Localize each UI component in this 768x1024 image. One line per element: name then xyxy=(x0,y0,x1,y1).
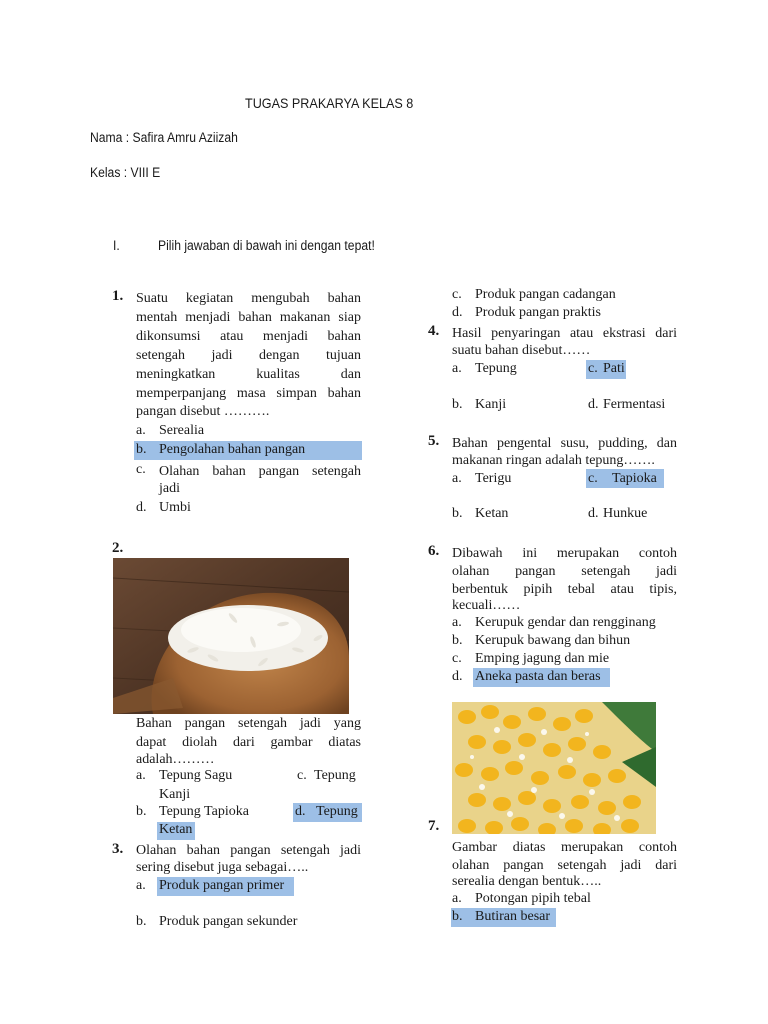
option-letter: b. xyxy=(452,909,463,924)
option-letter: c. xyxy=(452,287,462,302)
corn-image xyxy=(452,702,656,834)
option-text-selected: Ketan xyxy=(159,822,193,837)
student-name: Nama : Safira Amru Aziizah xyxy=(90,130,238,145)
question-line: Gambar diatas merupakan contoh xyxy=(452,840,677,855)
question-line: sering disebut juga sebagai….. xyxy=(136,860,309,875)
student-class: Kelas : VIII E xyxy=(90,165,161,180)
option-text: Potongan pipih tebal xyxy=(475,891,591,906)
option-letter: a. xyxy=(452,471,462,486)
option-letter: a. xyxy=(136,878,146,893)
option-letter: a. xyxy=(136,768,146,783)
option-text: Tepung xyxy=(475,361,517,376)
option-letter: a. xyxy=(136,423,146,438)
option-text: Serealia xyxy=(159,423,205,438)
option-letter: b. xyxy=(136,804,147,819)
option-text-selected: Butiran besar xyxy=(475,909,551,924)
section-number: I. xyxy=(113,238,120,253)
question-line: suatu bahan disebut…… xyxy=(452,343,591,358)
question-line: Bahan pangan setengah jadi yang xyxy=(136,716,361,731)
question-line: Hasil penyaringan atau ekstrasi dari xyxy=(452,326,677,341)
option-letter: b. xyxy=(136,442,147,457)
option-text-selected: Produk pangan primer xyxy=(159,878,285,893)
page-title: TUGAS PRAKARYA KELAS 8 xyxy=(245,95,414,111)
option-text-selected: Tapioka xyxy=(612,471,657,486)
option-text: jadi xyxy=(159,481,180,496)
question-line: Olahan bahan pangan setengah jadi xyxy=(136,843,361,858)
option-letter: a. xyxy=(452,615,462,630)
option-letter: d. xyxy=(452,669,463,684)
option-text: Kerupuk bawang dan bihun xyxy=(475,633,631,648)
option-letter: c. xyxy=(452,651,462,666)
option-text: Umbi xyxy=(159,500,191,515)
option-letter: d. xyxy=(588,397,599,412)
option-letter: b. xyxy=(136,914,147,929)
option-letter: d. xyxy=(452,305,463,320)
question-number-6: 6. xyxy=(428,543,440,559)
question-number-1: 1. xyxy=(112,288,124,304)
option-letter: c. xyxy=(588,361,598,376)
question-line: serealia dengan bentuk….. xyxy=(452,874,602,889)
question-number-2: 2. xyxy=(112,540,124,556)
option-text: Emping jagung dan mie xyxy=(475,651,610,666)
option-letter: c. xyxy=(588,471,598,486)
option-text: Tepung xyxy=(314,768,356,783)
option-letter: c. xyxy=(136,462,146,477)
option-text-selected: Tepung xyxy=(316,804,358,819)
option-letter: d. xyxy=(588,506,599,521)
option-letter: b. xyxy=(452,506,463,521)
question-line: dikonsumsi atau menjadi bahan xyxy=(136,329,361,344)
option-text-selected: Pengolahan bahan pangan xyxy=(159,442,306,457)
rice-image xyxy=(113,558,349,714)
option-letter: c. xyxy=(297,768,307,783)
question-number-4: 4. xyxy=(428,323,440,339)
question-line: memperpanjang masa simpan bahan xyxy=(136,386,361,401)
option-letter: b. xyxy=(452,633,463,648)
option-text: Tepung Tapioka xyxy=(159,804,249,819)
option-letter: a. xyxy=(452,891,462,906)
option-text: Kerupuk gendar dan rengginang xyxy=(475,615,656,630)
question-line: kecuali…… xyxy=(452,598,521,613)
option-letter: d. xyxy=(136,500,147,515)
question-line: Bahan pengental susu, pudding, dan xyxy=(452,436,677,451)
option-letter: a. xyxy=(452,361,462,376)
option-text: Produk pangan sekunder xyxy=(159,914,298,929)
option-letter: b. xyxy=(452,397,463,412)
question-line: dapat diolah dari gambar diatas xyxy=(136,735,361,750)
question-line: olahan pangan setengah jadi xyxy=(452,564,677,579)
rice-photo xyxy=(113,558,349,714)
question-line: makanan ringan adalah tepung……. xyxy=(452,453,655,468)
corn-photo xyxy=(452,702,656,834)
question-line: mentah menjadi bahan makanan siap xyxy=(136,310,361,325)
question-number-5: 5. xyxy=(428,433,440,449)
option-text: Tepung Sagu xyxy=(159,768,233,783)
option-text: Kanji xyxy=(159,787,191,802)
section-instruction: Pilih jawaban di bawah ini dengan tepat! xyxy=(158,238,375,253)
option-text-selected: Pati xyxy=(603,361,625,376)
option-text: Kanji xyxy=(475,397,507,412)
option-text: Olahan bahan pangan setengah xyxy=(159,464,361,479)
option-text-selected: Aneka pasta dan beras xyxy=(475,669,601,684)
question-line: adalah……… xyxy=(136,752,215,767)
question-line: pangan disebut ………. xyxy=(136,404,270,419)
option-text: Produk pangan praktis xyxy=(475,305,601,320)
option-text: Hunkue xyxy=(603,506,648,521)
question-line: meningkatkan kualitas dan xyxy=(136,367,361,382)
option-text: Produk pangan cadangan xyxy=(475,287,616,302)
question-line: berbentuk pipih tebal atau tipis, xyxy=(452,582,677,597)
question-line: Dibawah ini merupakan contoh xyxy=(452,546,677,561)
question-number-7: 7. xyxy=(428,818,440,834)
option-letter: d. xyxy=(295,804,306,819)
question-number-3: 3. xyxy=(112,841,124,857)
question-line: Suatu kegiatan mengubah bahan xyxy=(136,291,361,306)
option-text: Fermentasi xyxy=(603,397,666,412)
option-text: Terigu xyxy=(475,471,512,486)
question-line: setengah jadi dengan tujuan xyxy=(136,348,361,363)
question-line: olahan pangan setengah jadi dari xyxy=(452,858,677,873)
option-text: Ketan xyxy=(475,506,509,521)
